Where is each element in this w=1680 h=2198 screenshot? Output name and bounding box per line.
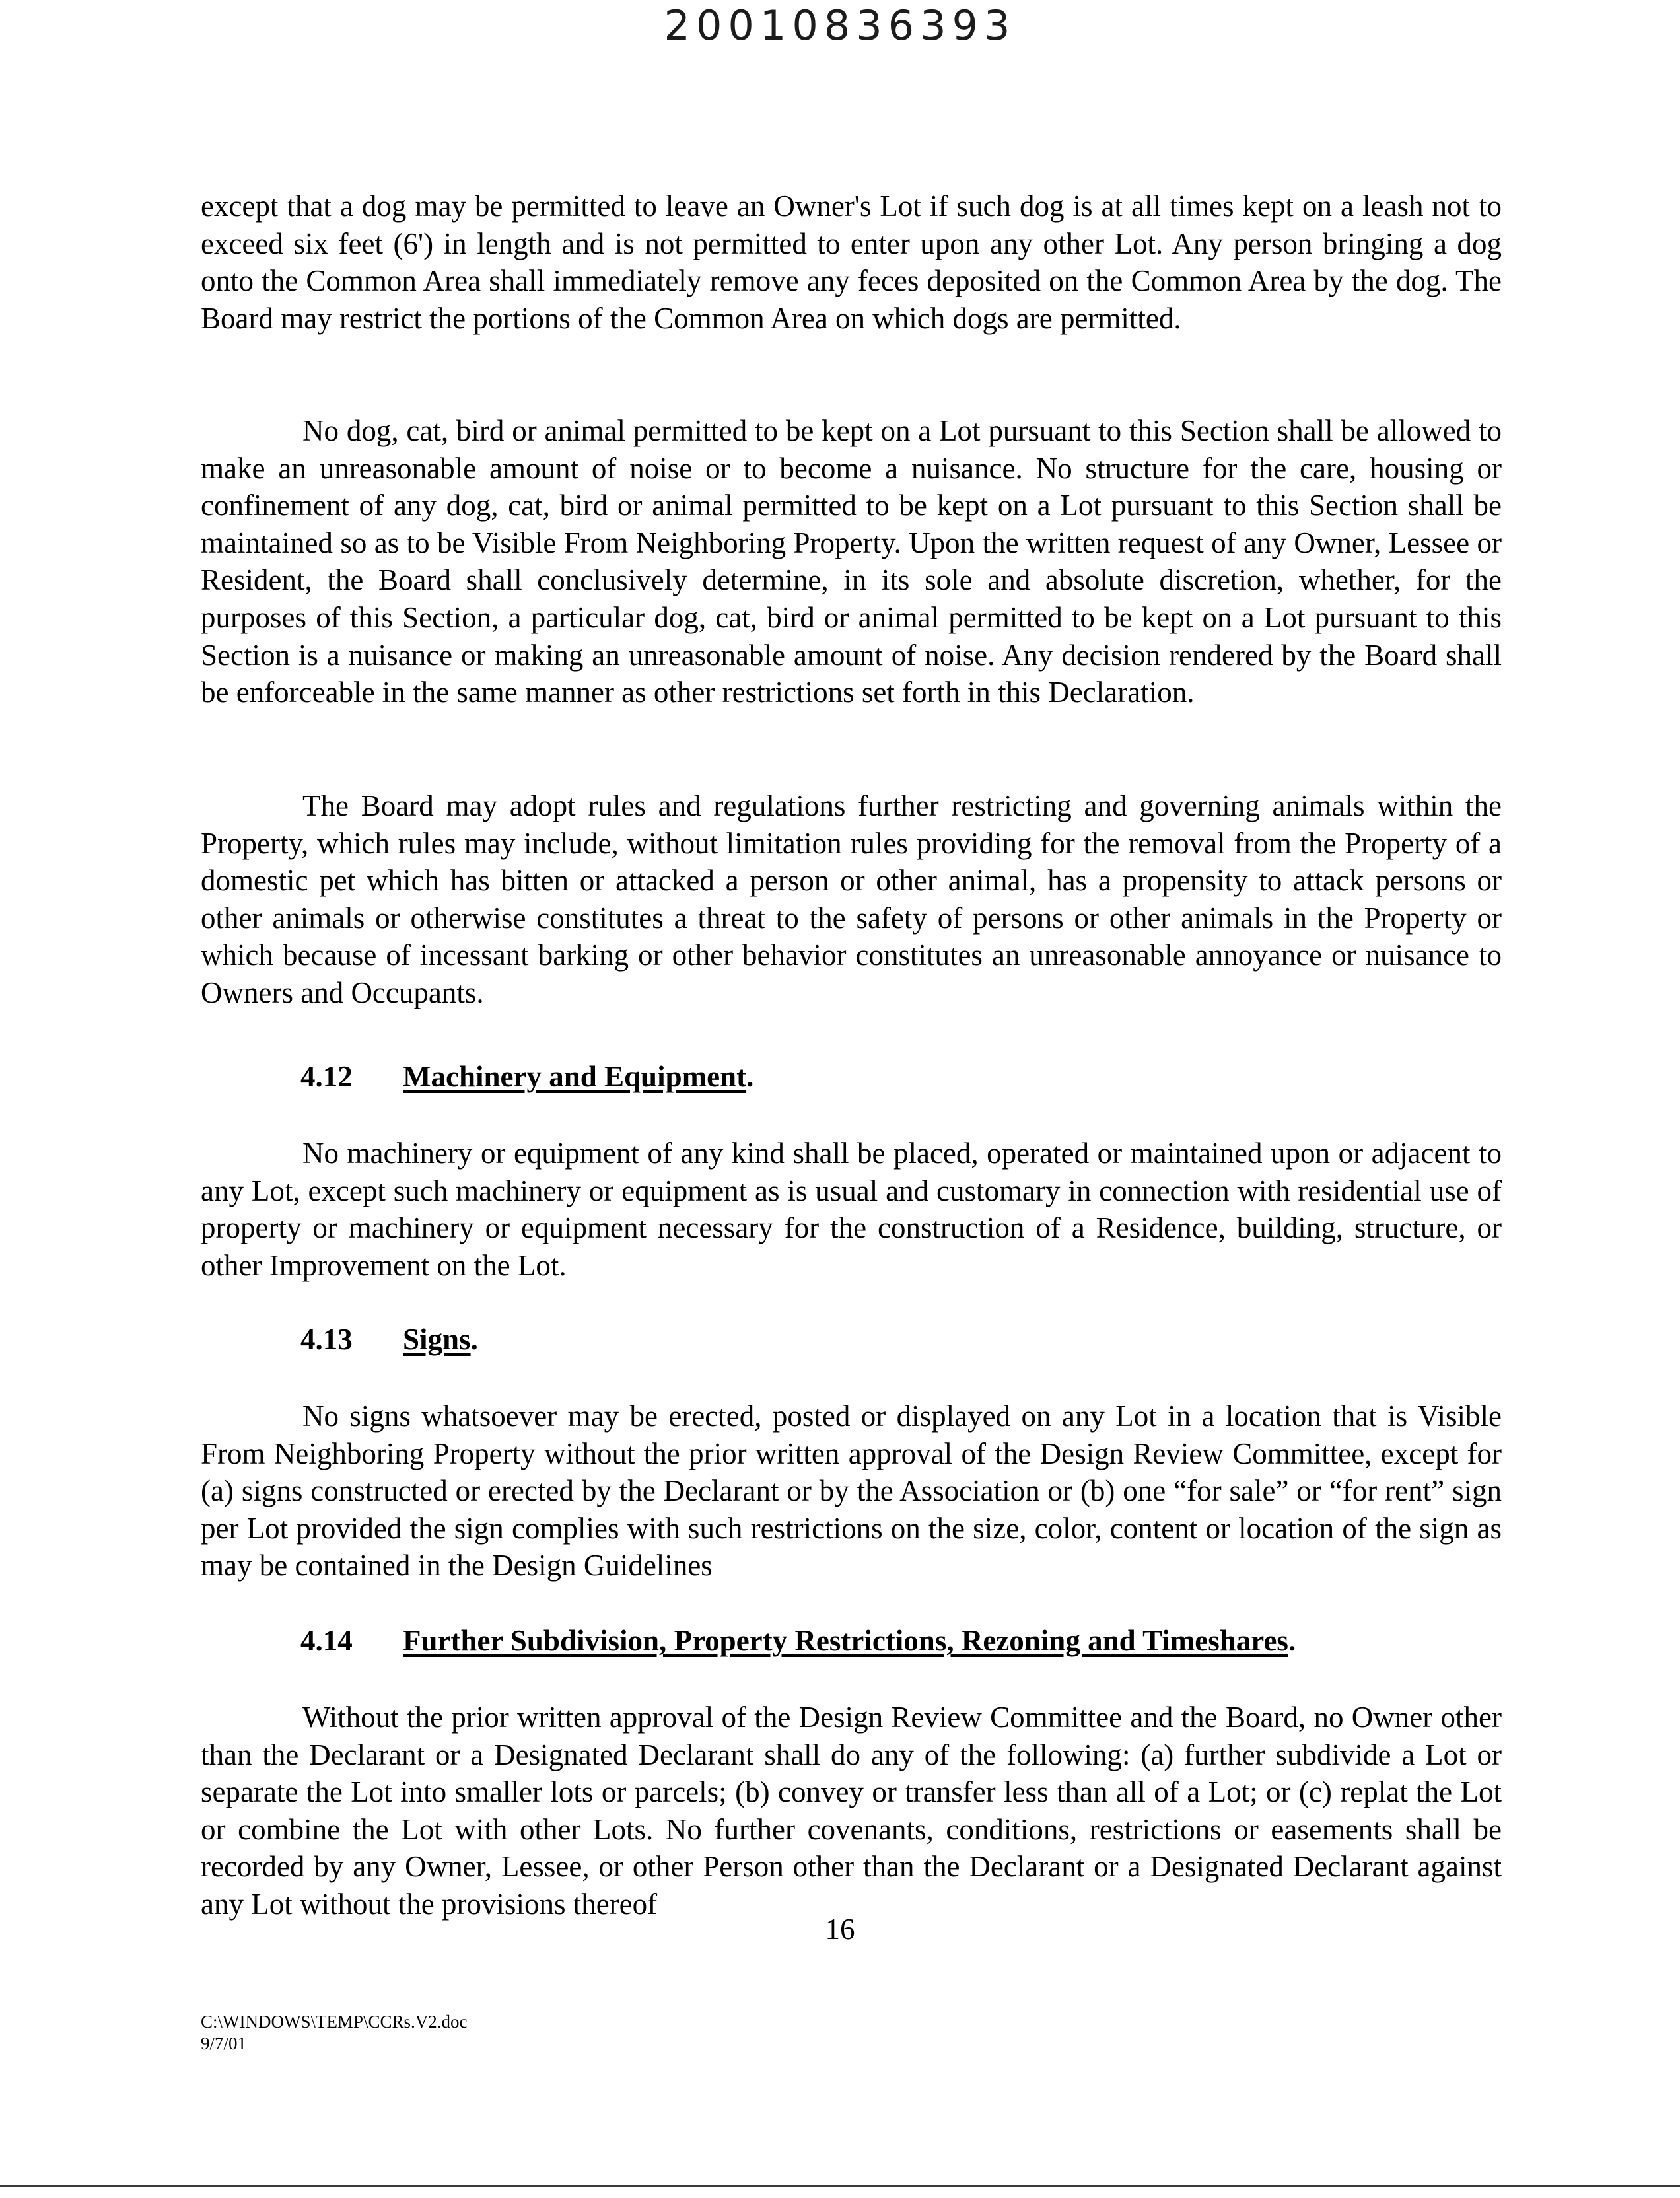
section-title: Further Subdivision, Property Restrictions, Rezoning and Timeshares — [403, 1624, 1288, 1657]
section-title: Signs — [403, 1323, 471, 1356]
paragraph-signs: No signs whatsoever may be erected, posted or displayed on any Lot in a location that is Visible From Neighboring Property without the prior written approval of the Design Review Committee, except for (a) signs constructed or erected by the Declarant or by the Association or (b) one “for sale” or “for rent” sign per Lot provided the sign complies with such restrictions on the size, color, content or location of the sign as may be contained in the Design Guidelines — [201, 1400, 1502, 1582]
section-title: Machinery and Equipment — [403, 1060, 747, 1093]
footer-date: 9/7/01 — [201, 2034, 247, 2053]
section-heading-4-12 — [300, 1059, 753, 1094]
paragraph-animal-rules: The Board may adopt rules and regulations further restricting and governing animals within the Property, which rules may include, without limitation rules providing for the removal from the Property of a domestic pet which has bitten or attacked a person or other animal, has a propensity to attack persons or other animals or otherwise constitutes a threat to the safety of persons or other animals in the Property or which because of incessant barking or other behavior constitutes an unreasonable annoyance or nuisance to Owners and Occupants. — [201, 789, 1502, 1009]
section-number: 4.13 — [300, 1323, 353, 1356]
section-title-punct: . — [746, 1060, 754, 1093]
footer-file-path: C:\WINDOWS\TEMP\CCRs.V2.doc — [201, 2012, 468, 2032]
paragraph-dog-leash: except that a dog may be permitted to leave an Owner's Lot if such dog is at all times kept on a leash not to exceed six feet (6') in length and is not permitted to enter upon any other Lot. Any person bringing a dog onto the Common Area shall immediately remove any feces deposited on the Common Area by the dog. The Board may restrict the portions of the Common Area on which dogs are permitted. — [201, 190, 1502, 335]
footer-file-info — [201, 2011, 468, 2055]
section-heading-4-14 — [300, 1623, 1296, 1658]
section-title-punct: . — [470, 1323, 478, 1356]
scan-bottom-rule — [0, 2185, 1680, 2187]
section-title-punct: . — [1288, 1624, 1296, 1657]
section-number: 4.12 — [300, 1060, 353, 1093]
page-number: 16 — [825, 1913, 855, 1946]
section-number: 4.14 — [300, 1624, 353, 1657]
section-heading-4-13 — [300, 1322, 478, 1357]
paragraph-animal-nuisance: No dog, cat, bird or animal permitted to be kept on a Lot pursuant to this Section shall be allowed to make an unreasonable amount of noise or to become a nuisance. No structure for the care, housing or confinement of any dog, cat, bird or animal permitted to be kept on a Lot pursuant to this Section shall be maintained so as to be Visible From Neighboring Property. Upon the written request of any Owner, Lessee or Resident, the Board shall conclusively determine, in its sole and absolute discretion, whether, for the purposes of this Section, a particular dog, cat, bird or animal permitted to be kept on a Lot pursuant to this Section is a nuisance or making an unreasonable amount of noise. Any decision rendered by the Board shall be enforceable in the same manner as other restrictions set forth in this Declaration. — [201, 414, 1502, 709]
paragraph-machinery: No machinery or equipment of any kind shall be placed, operated or maintained upon or adjacent to any Lot, except such machinery or equipment as is usual and customary in connection with residential use of property or machinery or equipment necessary for the construction of a Residence, building, structure, or other Improvement on the Lot. — [201, 1137, 1502, 1282]
document-number: 20010836393 — [664, 1, 1016, 50]
paragraph-subdivision: Without the prior written approval of the Design Review Committee and the Board, no Owner other than the Declarant or a Designated Declarant shall do any of the following: (a) further subdivide a Lot or separate the Lot into smaller lots or parcels; (b) convey or transfer less than all of a Lot; or (c) replat the Lot or combine the Lot with other Lots. No further covenants, conditions, restrictions or easements shall be recorded by any Owner, Lessee, or other Person other than the Declarant or a Designated Declarant against any Lot without the provisions thereof — [201, 1701, 1502, 1921]
